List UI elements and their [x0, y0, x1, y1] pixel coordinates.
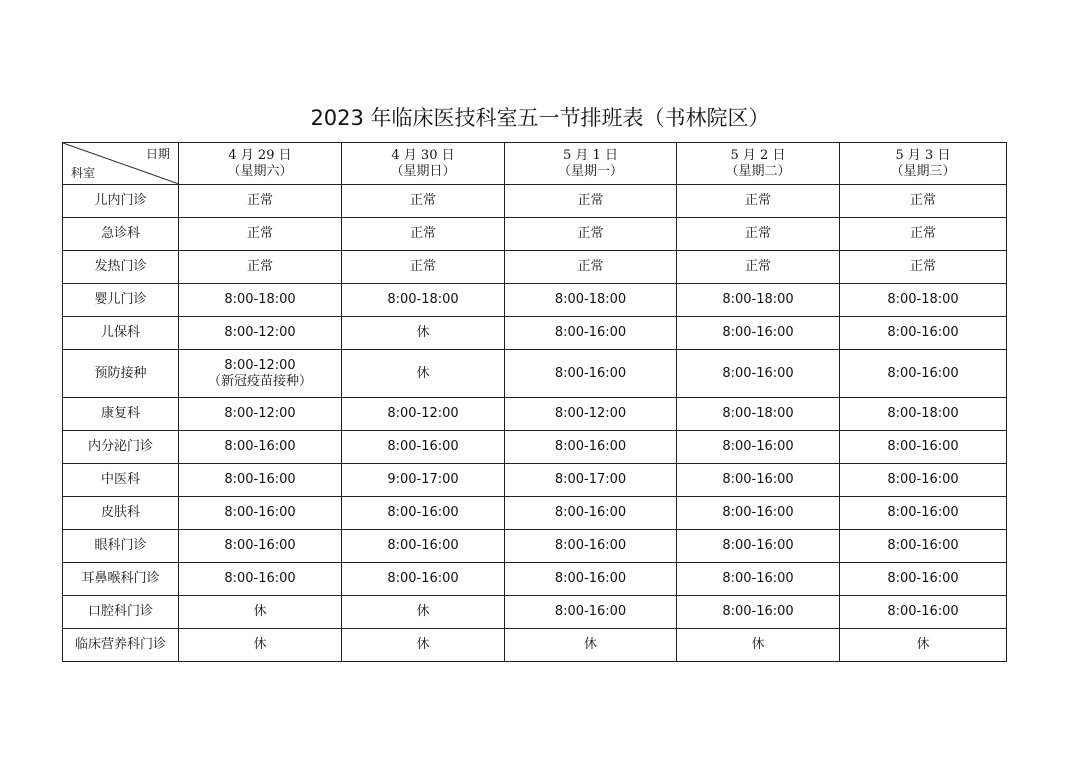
schedule-value: 8:00-16:00: [554, 439, 627, 454]
schedule-cell: [677, 530, 840, 563]
table-row: [63, 530, 1007, 563]
schedule-value: 8:00-12:00: [224, 325, 296, 340]
table-row: [63, 464, 1007, 497]
corner-dept-label: 科室: [71, 166, 96, 180]
table-row: [63, 284, 1007, 317]
schedule-value: 9:00-17:00: [387, 472, 459, 487]
schedule-cell: [840, 464, 1007, 497]
dept-name-cell: 皮肤科: [63, 497, 179, 530]
schedule-cell: [342, 317, 505, 350]
day-date: 4 月 29 日: [228, 147, 292, 163]
schedule-value: 8:00-16:00: [887, 365, 959, 381]
schedule-value: 休: [751, 637, 765, 652]
day-header: [677, 143, 840, 185]
schedule-value: 休: [416, 325, 430, 340]
schedule-value: 休: [416, 365, 430, 381]
schedule-cell: [505, 317, 677, 350]
schedule-cell: [505, 398, 677, 431]
schedule-cell: [505, 497, 677, 530]
schedule-cell: [840, 317, 1007, 350]
schedule-value: 8:00-18:00: [554, 292, 627, 307]
day-date: 5 月 1 日: [563, 147, 618, 163]
schedule-cell: [840, 563, 1007, 596]
dept-name-cell: 急诊科: [63, 218, 179, 251]
schedule-value: 8:00-16:00: [224, 505, 296, 520]
schedule-cell: [677, 251, 840, 284]
schedule-value: 8:00-16:00: [224, 439, 296, 454]
schedule-value: 正常: [909, 259, 936, 274]
day-header: [179, 143, 342, 185]
schedule-cell: [677, 431, 840, 464]
schedule-cell: [840, 629, 1007, 662]
schedule-cell: [342, 596, 505, 629]
schedule-cell: [505, 251, 677, 284]
schedule-cell: [840, 185, 1007, 218]
schedule-cell: [342, 398, 505, 431]
dept-name-cell: 婴儿门诊: [63, 284, 179, 317]
schedule-cell: [505, 431, 677, 464]
table-row: [63, 398, 1007, 431]
schedule-value: 正常: [909, 193, 936, 208]
schedule-value: 8:00-16:00: [224, 571, 296, 586]
schedule-cell: [677, 398, 840, 431]
schedule-value: 休: [583, 637, 597, 652]
schedule-value: 8:00-16:00: [887, 472, 959, 487]
document-title: 2023 年临床医技科室五一节排班表（书林院区）: [310, 106, 770, 130]
schedule-value: 8:00-16:00: [554, 571, 627, 586]
schedule-value: 8:00-18:00: [722, 406, 794, 421]
schedule-value: 8:00-16:00: [387, 439, 459, 454]
schedule-cell: [840, 251, 1007, 284]
schedule-cell: [342, 185, 505, 218]
schedule-value: 8:00-16:00: [887, 604, 959, 619]
schedule-cell: [179, 350, 342, 398]
schedule-cell: [840, 350, 1007, 398]
schedule-value: 8:00-16:00: [722, 604, 794, 619]
table-row: [63, 185, 1007, 218]
schedule-cell: [179, 317, 342, 350]
dept-name-cell: 预防接种: [63, 350, 179, 398]
schedule-value: 正常: [577, 226, 604, 241]
schedule-cell: [179, 497, 342, 530]
schedule-value: 8:00-18:00: [387, 292, 459, 307]
dept-name-cell: 儿内门诊: [63, 185, 179, 218]
schedule-cell: [179, 218, 342, 251]
schedule-cell: [505, 464, 677, 497]
schedule-value: 休: [416, 637, 430, 652]
schedule-table: [62, 142, 1007, 662]
schedule-value: 8:00-16:00: [387, 505, 459, 520]
table-row: [63, 497, 1007, 530]
schedule-cell: [342, 251, 505, 284]
schedule-cell: [505, 185, 677, 218]
schedule-cell: [179, 431, 342, 464]
schedule-value: 8:00-16:00: [887, 325, 959, 340]
schedule-note: （新冠疫苗接种）: [207, 373, 312, 389]
schedule-value: 8:00-18:00: [887, 292, 959, 307]
dept-name-cell: 眼科门诊: [63, 530, 179, 563]
schedule-cell: [505, 218, 677, 251]
schedule-value: 8:00-16:00: [887, 538, 959, 553]
schedule-cell: [179, 464, 342, 497]
schedule-value: 正常: [409, 259, 436, 274]
schedule-value: 8:00-16:00: [554, 538, 627, 553]
schedule-value: 8:00-12:00: [224, 357, 296, 373]
schedule-cell: [505, 629, 677, 662]
day-header: [505, 143, 677, 185]
schedule-cell: [179, 251, 342, 284]
corner-date-label: 日期: [145, 147, 170, 161]
schedule-value: 8:00-16:00: [224, 538, 296, 553]
schedule-value: 正常: [409, 226, 436, 241]
schedule-cell: [505, 563, 677, 596]
schedule-cell: [179, 398, 342, 431]
schedule-value: 8:00-16:00: [387, 571, 459, 586]
schedule-cell: [677, 497, 840, 530]
schedule-value: 休: [253, 637, 267, 652]
schedule-value: 8:00-16:00: [722, 505, 794, 520]
schedule-cell: [179, 596, 342, 629]
schedule-cell: [840, 431, 1007, 464]
schedule-cell: [677, 317, 840, 350]
schedule-value: 8:00-16:00: [887, 439, 959, 454]
table-row: [63, 431, 1007, 464]
dept-name-cell: 口腔科门诊: [63, 596, 179, 629]
schedule-value: 8:00-12:00: [224, 406, 296, 421]
schedule-cell: [505, 596, 677, 629]
table-row: [63, 563, 1007, 596]
schedule-value: 8:00-16:00: [554, 604, 627, 619]
day-header: [342, 143, 505, 185]
day-weekday: （星期二）: [725, 163, 791, 179]
schedule-cell: [677, 284, 840, 317]
schedule-value: 8:00-16:00: [224, 472, 296, 487]
table-row: [63, 596, 1007, 629]
schedule-value: 8:00-16:00: [722, 472, 794, 487]
day-weekday: （星期日）: [390, 163, 456, 179]
schedule-cell: [677, 563, 840, 596]
schedule-cell: [677, 629, 840, 662]
schedule-cell: [342, 218, 505, 251]
schedule-cell: [179, 284, 342, 317]
schedule-cell: [677, 218, 840, 251]
day-weekday: （星期三）: [890, 163, 956, 179]
schedule-cell: [342, 284, 505, 317]
schedule-cell: [677, 464, 840, 497]
schedule-value: 8:00-16:00: [387, 538, 459, 553]
schedule-cell: [179, 185, 342, 218]
schedule-value: 正常: [909, 226, 936, 241]
table-row: [63, 350, 1007, 398]
corner-header-cell: [63, 143, 179, 185]
schedule-cell: [840, 284, 1007, 317]
schedule-cell: [342, 431, 505, 464]
schedule-value: 休: [916, 637, 930, 652]
table-row: [63, 218, 1007, 251]
schedule-value: 正常: [577, 259, 604, 274]
schedule-value: 正常: [744, 259, 771, 274]
dept-name-cell: 中医科: [63, 464, 179, 497]
schedule-cell: [677, 596, 840, 629]
schedule-value: 8:00-16:00: [722, 325, 794, 340]
schedule-cell: [840, 596, 1007, 629]
schedule-value: 8:00-16:00: [887, 505, 959, 520]
schedule-value: 8:00-16:00: [722, 439, 794, 454]
day-date: 5 月 2 日: [730, 147, 786, 163]
schedule-cell: [505, 284, 677, 317]
dept-name-cell: 儿保科: [63, 317, 179, 350]
schedule-cell: [840, 218, 1007, 251]
schedule-value: 8:00-12:00: [554, 406, 627, 421]
schedule-cell: [840, 497, 1007, 530]
schedule-cell: [505, 530, 677, 563]
schedule-body: [63, 185, 1007, 662]
schedule-cell: [840, 398, 1007, 431]
table-row: [63, 629, 1007, 662]
schedule-value: 8:00-16:00: [554, 325, 627, 340]
schedule-value: 8:00-17:00: [554, 472, 627, 487]
dept-name-cell: 内分泌门诊: [63, 431, 179, 464]
day-date: 5 月 3 日: [895, 147, 951, 163]
schedule-value: 正常: [744, 226, 771, 241]
dept-name-cell: 康复科: [63, 398, 179, 431]
day-header: [840, 143, 1007, 185]
schedule-value: 8:00-12:00: [387, 406, 459, 421]
schedule-cell: [179, 530, 342, 563]
header-row: [63, 143, 1007, 185]
schedule-value: 正常: [246, 259, 273, 274]
day-date: 4 月 30 日: [391, 147, 455, 163]
schedule-value: 休: [253, 604, 267, 619]
schedule-cell: [342, 629, 505, 662]
schedule-value: 8:00-18:00: [224, 292, 296, 307]
schedule-value: 8:00-16:00: [722, 571, 794, 586]
schedule-cell: [342, 563, 505, 596]
schedule-cell: [677, 185, 840, 218]
schedule-value: 正常: [409, 193, 436, 208]
schedule-cell: [840, 530, 1007, 563]
schedule-cell: [179, 563, 342, 596]
schedule-cell: [342, 350, 505, 398]
schedule-cell: [342, 497, 505, 530]
schedule-cell: [179, 629, 342, 662]
table-row: [63, 317, 1007, 350]
schedule-cell: [342, 464, 505, 497]
schedule-value: 正常: [246, 193, 273, 208]
schedule-cell: [342, 530, 505, 563]
dept-name-cell: 临床营养科门诊: [63, 629, 179, 662]
schedule-value: 8:00-18:00: [722, 292, 794, 307]
schedule-value: 8:00-18:00: [887, 406, 959, 421]
schedule-value: 8:00-16:00: [887, 571, 959, 586]
schedule-value: 8:00-16:00: [722, 538, 794, 553]
schedule-value: 正常: [744, 193, 771, 208]
schedule-value: 8:00-16:00: [722, 365, 794, 381]
schedule-cell: [505, 350, 677, 398]
schedule-value: 正常: [577, 193, 604, 208]
schedule-value: 休: [416, 604, 430, 619]
day-weekday: （星期一）: [557, 163, 623, 179]
schedule-value: 正常: [246, 226, 273, 241]
table-row: [63, 251, 1007, 284]
schedule-value: 8:00-16:00: [554, 365, 627, 381]
day-weekday: （星期六）: [227, 163, 293, 179]
dept-name-cell: 发热门诊: [63, 251, 179, 284]
schedule-cell: [677, 350, 840, 398]
schedule-value: 8:00-16:00: [554, 505, 627, 520]
dept-name-cell: 耳鼻喉科门诊: [63, 563, 179, 596]
